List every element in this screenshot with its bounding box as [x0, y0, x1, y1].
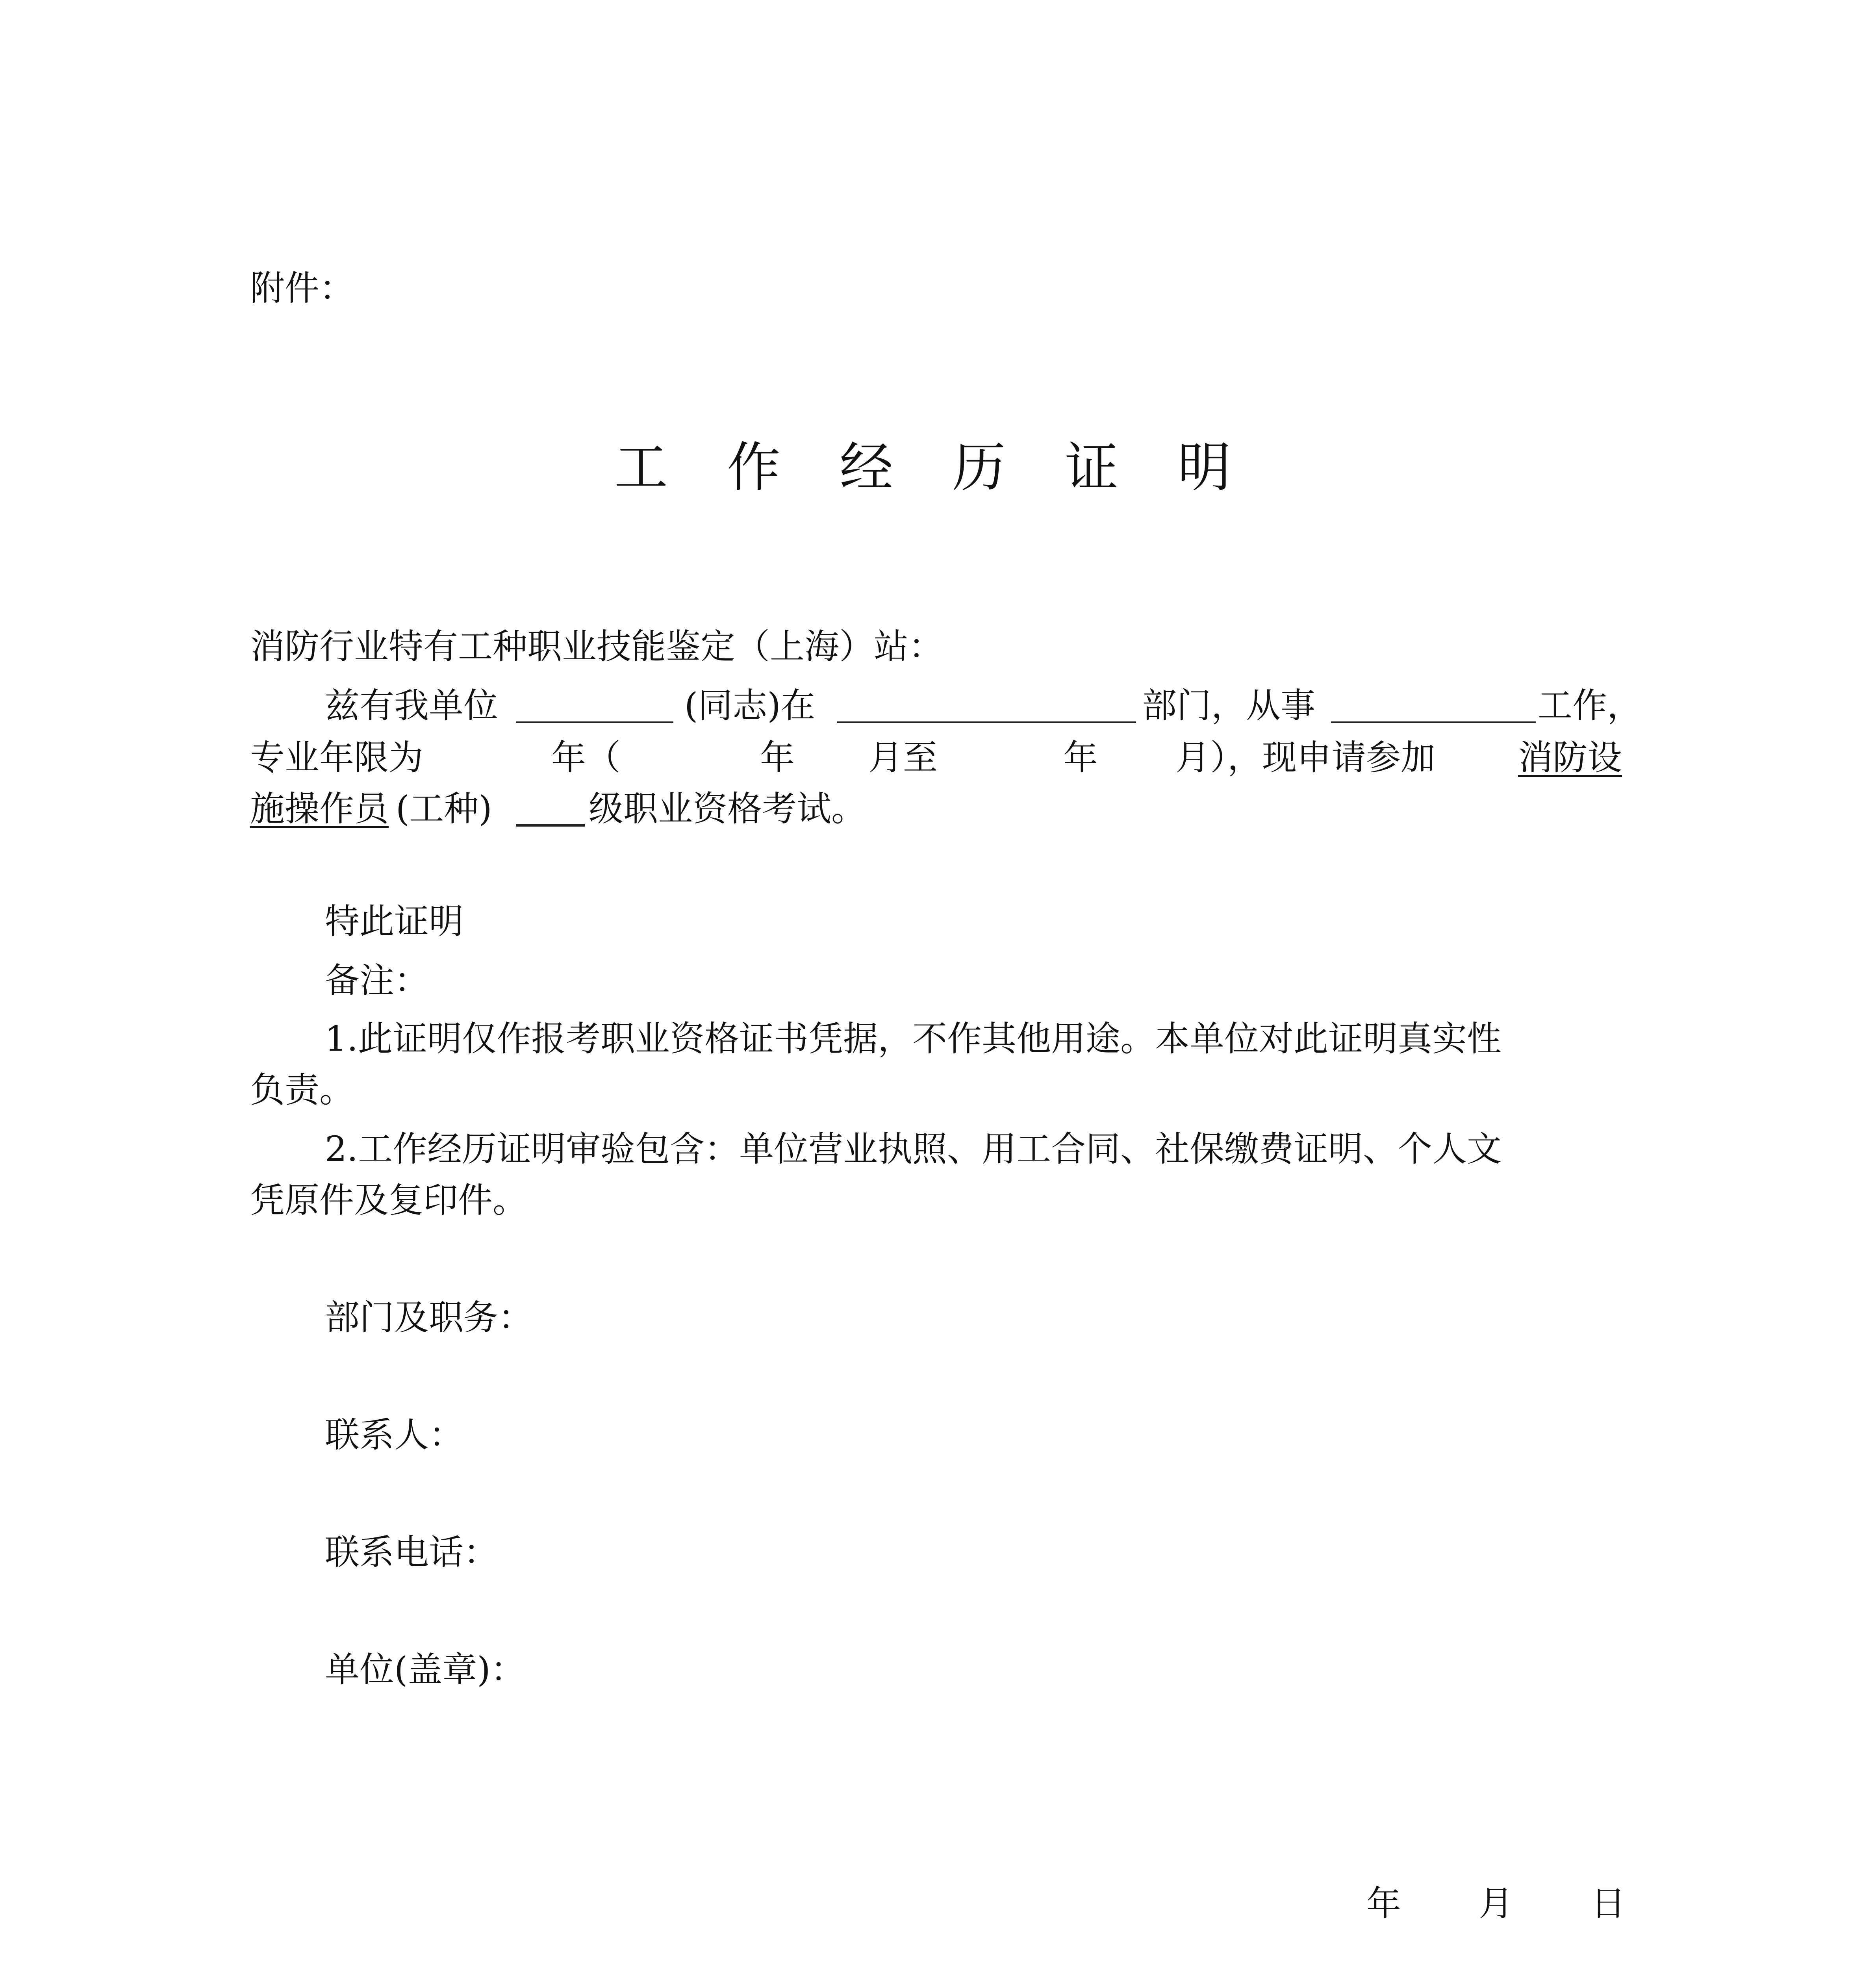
body-line2-f: 月），现申请参加 — [1175, 737, 1436, 778]
document-title: 工作经历证明 — [614, 437, 1290, 499]
body-line1-b: (同志)在 — [684, 685, 816, 726]
date-year: 年 — [1366, 1883, 1401, 1924]
unit-seal-label: 单位(盖章)： — [325, 1649, 525, 1690]
department-blank — [837, 721, 1136, 723]
contact-label: 联系人： — [325, 1415, 464, 1455]
body-line2-b: 年（ — [551, 737, 621, 778]
body-line1-c: 部门，从事 — [1142, 685, 1316, 726]
body-line1-a: 兹有我单位 — [325, 685, 499, 726]
job-blank — [1331, 721, 1536, 723]
phone-label: 联系电话： — [325, 1532, 499, 1572]
body-line3-c: 级职业资格考试。 — [589, 788, 866, 829]
remark-1-line1: 1.此证明仅作报考职业资格证书凭据，不作其他用途。本单位对此证明真实性 — [325, 1018, 1502, 1059]
remark-2-line1: 2.工作经历证明审验包含：单位营业执照、用工合同、社保缴费证明、个人文 — [325, 1129, 1502, 1169]
level-blank — [516, 824, 585, 827]
body-line3-b: (工种) — [396, 788, 492, 829]
date-day: 日 — [1591, 1883, 1626, 1924]
remark-2-line2: 凭原件及复印件。 — [250, 1180, 528, 1220]
body-line2-a: 专业年限为 — [250, 737, 424, 778]
body-line2-d: 月至 — [868, 737, 938, 778]
body-line2-e: 年 — [1063, 737, 1098, 778]
addressee: 消防行业特有工种职业技能鉴定（上海）站： — [250, 626, 944, 667]
remarks-label: 备注： — [325, 960, 429, 1001]
dept-position-label: 部门及职务： — [325, 1297, 533, 1338]
certify-text: 特此证明 — [325, 901, 464, 942]
body-line1-d: 工作， — [1538, 685, 1642, 726]
name-blank — [516, 721, 673, 723]
body-line2-g: 消防设 — [1518, 737, 1622, 778]
date-month: 月 — [1479, 1883, 1514, 1924]
remark-1-line2: 负责。 — [250, 1070, 354, 1110]
attachment-label: 附件： — [250, 268, 354, 308]
body-line2-c: 年 — [760, 737, 795, 778]
body-line3-a: 施操作员 — [250, 788, 389, 829]
